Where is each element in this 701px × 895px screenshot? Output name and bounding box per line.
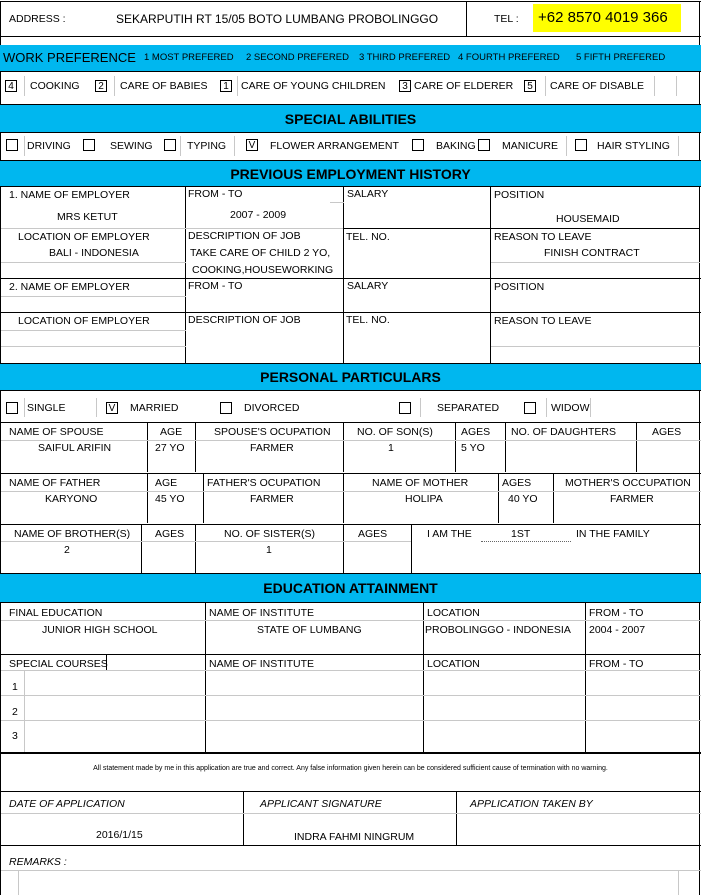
mother-age: 40 YO [508,493,538,505]
sons-ages: 5 YO [461,442,485,454]
emp1-reason: FINISH CONTRACT [544,247,640,259]
father-occ: FARMER [250,493,294,505]
spouse-name: SAIFUL ARIFIN [38,442,112,454]
edu-inst: STATE OF LUMBANG [257,624,362,636]
legend-5: 5 FIFTH PREFERED [576,52,666,63]
brothers-ages-label: AGES [155,528,185,540]
status-check-separated[interactable] [399,402,411,414]
iam-value: 1ST [511,528,531,540]
pref-rank-disable[interactable]: 5 [524,80,536,92]
father-occ-label: FATHER'S OCUPATION [207,477,321,489]
pref-rank-babies[interactable]: 2 [95,80,107,92]
status-label-divorced: DIVORCED [244,402,300,414]
education-title: EDUCATION ATTAINMENT [263,580,438,596]
pref-rank-cooking[interactable]: 4 [5,80,17,92]
emp1-from-label: FROM - TO [188,188,243,200]
emp2-salary-label: SALARY [347,280,389,292]
pref-label-elderer: CARE OF ELDERER [414,80,514,92]
final-edu-label: FINAL EDUCATION [9,607,103,619]
pref-label-babies: CARE OF BABIES [120,80,208,92]
brothers-label: NAME OF BROTHER(S) [14,528,131,540]
signature-label: APPLICANT SIGNATURE [260,798,382,810]
spouse-age-label: AGE [160,426,183,438]
status-label-single: SINGLE [27,402,66,414]
status-label-widow: WIDOW [551,402,590,414]
father-label: NAME OF FATHER [9,477,101,489]
emp2-from-label: FROM - TO [188,280,243,292]
emp1-salary-label: SALARY [347,188,389,200]
courses-inst-label: NAME OF INSTITUTE [209,658,314,670]
emp1-from: 2007 - 2009 [230,209,287,221]
course-row-1: 1 [12,681,18,693]
final-edu: JUNIOR HIGH SCHOOL [42,624,158,636]
emp2-reason-label: REASON TO LEAVE [494,315,592,327]
status-check-married[interactable]: V [106,402,118,414]
legend-1: 1 MOST PREFERED [144,52,234,63]
ability-check-baking[interactable] [412,139,424,151]
taken-by-label: APPLICATION TAKEN BY [470,798,593,810]
spouse-name-label: NAME OF SPOUSE [9,426,104,438]
legend-2: 2 SECOND PREFERED [246,52,349,63]
ability-check-hair[interactable] [575,139,587,151]
remarks-label: REMARKS : [9,856,67,868]
ability-check-driving[interactable] [6,139,18,151]
pref-rank-elderer[interactable]: 3 [399,80,411,92]
course-row-3: 3 [12,730,18,742]
mother-name: HOLIPA [405,493,443,505]
date-value: 2016/1/15 [96,829,143,841]
ability-check-flower[interactable]: V [246,139,258,151]
emp1-position: HOUSEMAID [556,213,620,225]
emp1-desc-label: DESCRIPTION OF JOB [188,230,301,242]
spouse-occ: FARMER [250,442,294,454]
mother-occ-label: MOTHER'S OCCUPATION [565,477,691,489]
daughters-label: NO. OF DAUGHTERS [511,426,617,438]
emp1-desc-line2: COOKING,HOUSEWORKING [192,264,334,276]
sons-ages-label: AGES [461,426,491,438]
edu-from: 2004 - 2007 [589,624,646,636]
emp1-position-label: POSITION [494,189,545,201]
pref-label-cooking: COOKING [30,80,80,92]
edu-loc-label: LOCATION [427,607,480,619]
pref-label-young-children: CARE OF YOUNG CHILDREN [241,80,386,92]
legend-3: 3 THIRD PREFERED [359,52,451,63]
mother-age-label: AGES [502,477,532,489]
date-label: DATE OF APPLICATION [9,798,125,810]
ability-label-baking: BAKING [436,140,476,152]
family-label: IN THE FAMILY [576,528,650,540]
ability-label-typing: TYPING [187,140,227,152]
work-preference-title: WORK PREFERENCE [3,50,136,65]
ability-label-driving: DRIVING [27,140,71,152]
mother-label: NAME OF MOTHER [372,477,469,489]
mother-occ: FARMER [610,493,654,505]
address-value: SEKARPUTIH RT 15/05 BOTO LUMBANG PROBOLINGGO [116,12,439,26]
sisters-value: 1 [266,544,272,556]
address-label: ADDRESS : [9,13,66,25]
father-name: KARYONO [45,493,98,505]
course-row-2: 2 [12,706,18,718]
edu-from-label: FROM - TO [589,607,644,619]
iam-label: I AM THE [427,528,472,540]
emp2-tel-label: TEL. NO. [346,314,390,326]
emp2-name-label: 2. NAME OF EMPLOYER [9,281,130,293]
tel-label: TEL : [494,13,519,25]
spouse-occ-label: SPOUSE'S OCUPATION [214,426,331,438]
daughters-ages-label: AGES [652,426,682,438]
employment-title: PREVIOUS EMPLOYMENT HISTORY [230,166,471,182]
edu-loc: PROBOLINGGO - INDONESIA [425,624,571,636]
emp2-location-label: LOCATION OF EMPLOYER [18,315,150,327]
status-check-single[interactable] [6,402,18,414]
emp2-desc-label: DESCRIPTION OF JOB [188,314,301,326]
status-label-separated: SEPARATED [437,402,500,414]
sons-value: 1 [388,442,394,454]
status-label-married: MARRIED [130,402,179,414]
personal-title: PERSONAL PARTICULARS [260,369,441,385]
ability-check-sewing[interactable] [83,139,95,151]
edu-inst-label: NAME OF INSTITUTE [209,607,314,619]
ability-check-manicure[interactable] [478,139,490,151]
emp1-reason-label: REASON TO LEAVE [494,231,592,243]
sons-label: NO. OF SON(S) [357,426,433,438]
emp1-name: MRS KETUT [57,211,118,223]
emp1-tel-label: TEL. NO. [346,231,390,243]
emp1-location: BALI - INDONESIA [49,247,139,259]
emp1-name-label: 1. NAME OF EMPLOYER [9,189,130,201]
statement: All statement made by me in this application are true and correct. Any false information given herein can be considered sufficient cause of termination with no warning. [93,765,608,772]
status-check-widow[interactable] [524,402,536,414]
father-age-label: AGE [155,477,178,489]
tel-value: +62 8570 4019 366 [538,9,668,26]
special-abilities-title: SPECIAL ABILITIES [284,111,417,127]
courses-label: SPECIAL COURSES [9,658,108,670]
ability-label-manicure: MANICURE [502,140,559,152]
father-age: 45 YO [155,493,185,505]
ability-label-sewing: SEWING [110,140,153,152]
courses-from-label: FROM - TO [589,658,644,670]
pref-label-disable: CARE OF DISABLE [550,80,644,92]
pref-rank-young-children[interactable]: 1 [220,80,232,92]
legend-4: 4 FOURTH PREFERED [458,52,560,63]
ability-label-flower: FLOWER ARRANGEMENT [270,140,399,152]
brothers-value: 2 [64,544,70,556]
emp2-position-label: POSITION [494,281,545,293]
courses-loc-label: LOCATION [427,658,480,670]
spouse-age: 27 YO [155,442,185,454]
emp1-desc-line1: TAKE CARE OF CHILD 2 YO, [190,247,331,259]
emp1-location-label: LOCATION OF EMPLOYER [18,231,150,243]
sisters-ages-label: AGES [358,528,388,540]
status-check-divorced[interactable] [220,402,232,414]
sisters-label: NO. OF SISTER(S) [224,528,316,540]
ability-check-typing[interactable] [164,139,176,151]
ability-label-hair: HAIR STYLING [597,140,670,152]
signature-value: INDRA FAHMI NINGRUM [294,831,415,843]
